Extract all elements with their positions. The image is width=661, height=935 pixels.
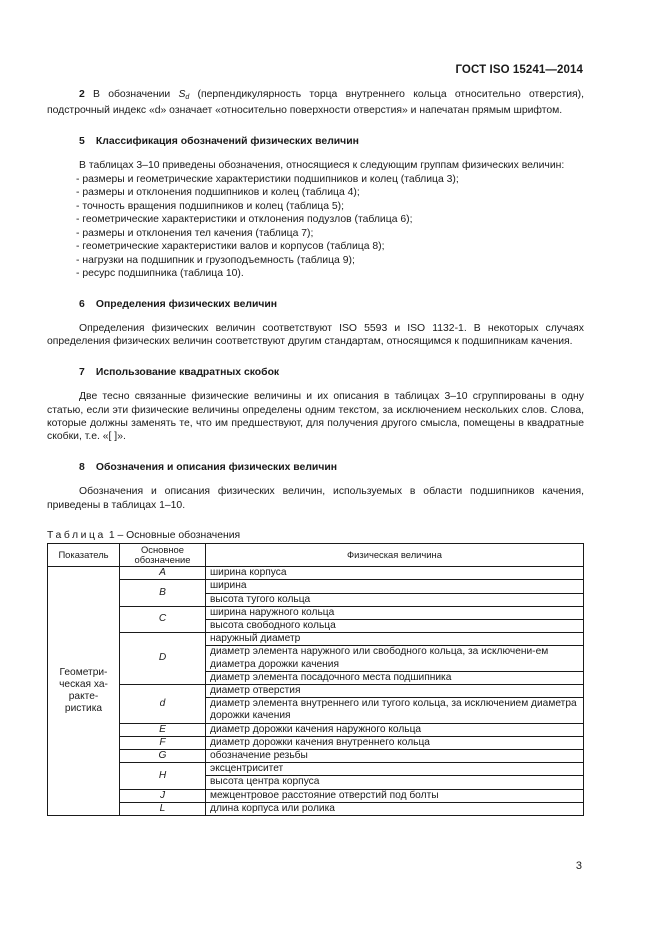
symbol-cell: F (120, 736, 206, 749)
header-symbol: Основное обозначение (120, 544, 206, 567)
section-7-text: Две тесно связанные физические величины и их описания в таблицах 3–10 сгруппированы в одну статью, если эти физические величины определены одним текстом, за исключением нескольких слов. Слова, которые должны заменять те, что им предшествуют, для получения другого смысла, помещены в квадратные скобки, т.е. «[ ]». (47, 391, 584, 443)
document-header: ГОСТ ISO 15241—2014 (455, 64, 583, 76)
quantity-cell: ширина (206, 580, 584, 593)
table-row (48, 606, 584, 619)
table-row (48, 723, 584, 736)
section-8-text: Обозначения и описания физических величин, используемых в области подшипников качения, приведены в таблицах 1–10. (47, 486, 584, 511)
section-5-list (47, 173, 584, 281)
quantity-cell: обозначение резьбы (206, 749, 584, 762)
quantity-cell: ширина наружного кольца (206, 606, 584, 619)
quantity-cell: длина корпуса или ролика (206, 802, 584, 815)
list-item: - размеры и геометрические характеристики подшипников и колец (таблица 3); (76, 173, 459, 185)
note-number: 2 (79, 89, 85, 100)
symbol-cell: J (120, 789, 206, 802)
note-2: 2 В обозначении $S_d$ (перпендикулярность торца внутреннего кольца относительно отверстия), подстрочный индекс «d» означает «относительно поверхности отверстия» и напечатан прямым шрифтом. (47, 89, 584, 117)
table-row (48, 580, 584, 593)
list-item: - геометрические характеристики валов и корпусов (таблица 8); (76, 241, 385, 253)
symbol-s: S (178, 89, 186, 100)
list-item: - нагрузки на подшипник и грузоподъемность (таблица 9); (76, 254, 355, 266)
section-8-heading: 8 Обозначения и описания физических величин (79, 461, 338, 473)
table-1 (47, 543, 584, 816)
table-row (48, 802, 584, 815)
section-5-heading: 5 Классификация обозначений физических величин (79, 135, 359, 147)
quantity-cell: высота центра корпуса (206, 776, 584, 789)
symbol-cell: A (120, 567, 206, 580)
quantity-cell: диаметр дорожки качения внутреннего кольца (206, 736, 584, 749)
list-item: - размеры и отклонения подшипников и колец (таблица 4); (76, 187, 360, 199)
group-cell: Геометри-ческая ха-ракте-ристика (48, 567, 120, 816)
table-row (48, 789, 584, 802)
quantity-cell: наружный диаметр (206, 633, 584, 646)
table-row (48, 763, 584, 776)
table-header-row (48, 544, 584, 567)
section-5-intro: В таблицах 3–10 приведены обозначения, относящиеся к следующим группам физических величин: (79, 160, 565, 172)
list-item: - размеры и отклонения тел качения (таблица 7); (76, 227, 314, 239)
quantity-cell: межцентровое расстояние отверстий под болты (206, 789, 584, 802)
symbol-cell: L (120, 802, 206, 815)
quantity-cell: диаметр дорожки качения наружного кольца (206, 723, 584, 736)
symbol-cell: B (120, 580, 206, 606)
list-item: - ресурс подшипника (таблица 10). (76, 268, 244, 280)
page-number: 3 (575, 860, 582, 872)
header-indicator: Показатель (48, 544, 120, 567)
table-row (48, 736, 584, 749)
symbol-cell: H (120, 763, 206, 789)
table-row (48, 749, 584, 762)
quantity-cell: высота свободного кольца (206, 619, 584, 632)
quantity-cell: диаметр элемента внутреннего или тугого кольца, за исключением диаметра дорожки качения (206, 698, 584, 723)
list-item: - геометрические характеристики и отклонения подузлов (таблица 6); (76, 214, 413, 226)
table-1-body (48, 567, 584, 816)
list-item: - точность вращения подшипников и колец (таблица 5); (76, 200, 345, 212)
quantity-cell: диаметр элемента посадочного места подшипника (206, 671, 584, 684)
symbol-cell: D (120, 633, 206, 685)
table-row (48, 633, 584, 646)
table-row (48, 684, 584, 697)
quantity-cell: эксцентриситет (206, 763, 584, 776)
page-content (47, 88, 584, 816)
symbol-cell: C (120, 606, 206, 632)
symbol-cell: G (120, 749, 206, 762)
symbol-cell: E (120, 723, 206, 736)
table-1-caption: Таблица 1 – Основные обозначения (47, 530, 241, 542)
quantity-cell: диаметр элемента наружного или свободного кольца, за исключени-ем диаметра дорожки качения (206, 646, 584, 671)
section-7-heading: 7 Использование квадратных скобок (79, 366, 280, 378)
section-6-heading: 6 Определения физических величин (79, 298, 278, 310)
section-6-text: Определения физических величин соответствуют ISO 5593 и ISO 1132-1. В некоторых случаях определения физических величин соответствуют другим стандартам, относящимся к подшипникам качения. (47, 323, 584, 348)
quantity-cell: диаметр отверстия (206, 684, 584, 697)
quantity-cell: высота тугого кольца (206, 593, 584, 606)
symbol-cell: d (120, 684, 206, 723)
header-quantity: Физическая величина (206, 544, 584, 567)
quantity-cell: ширина корпуса (206, 567, 584, 580)
table-row (48, 567, 584, 580)
